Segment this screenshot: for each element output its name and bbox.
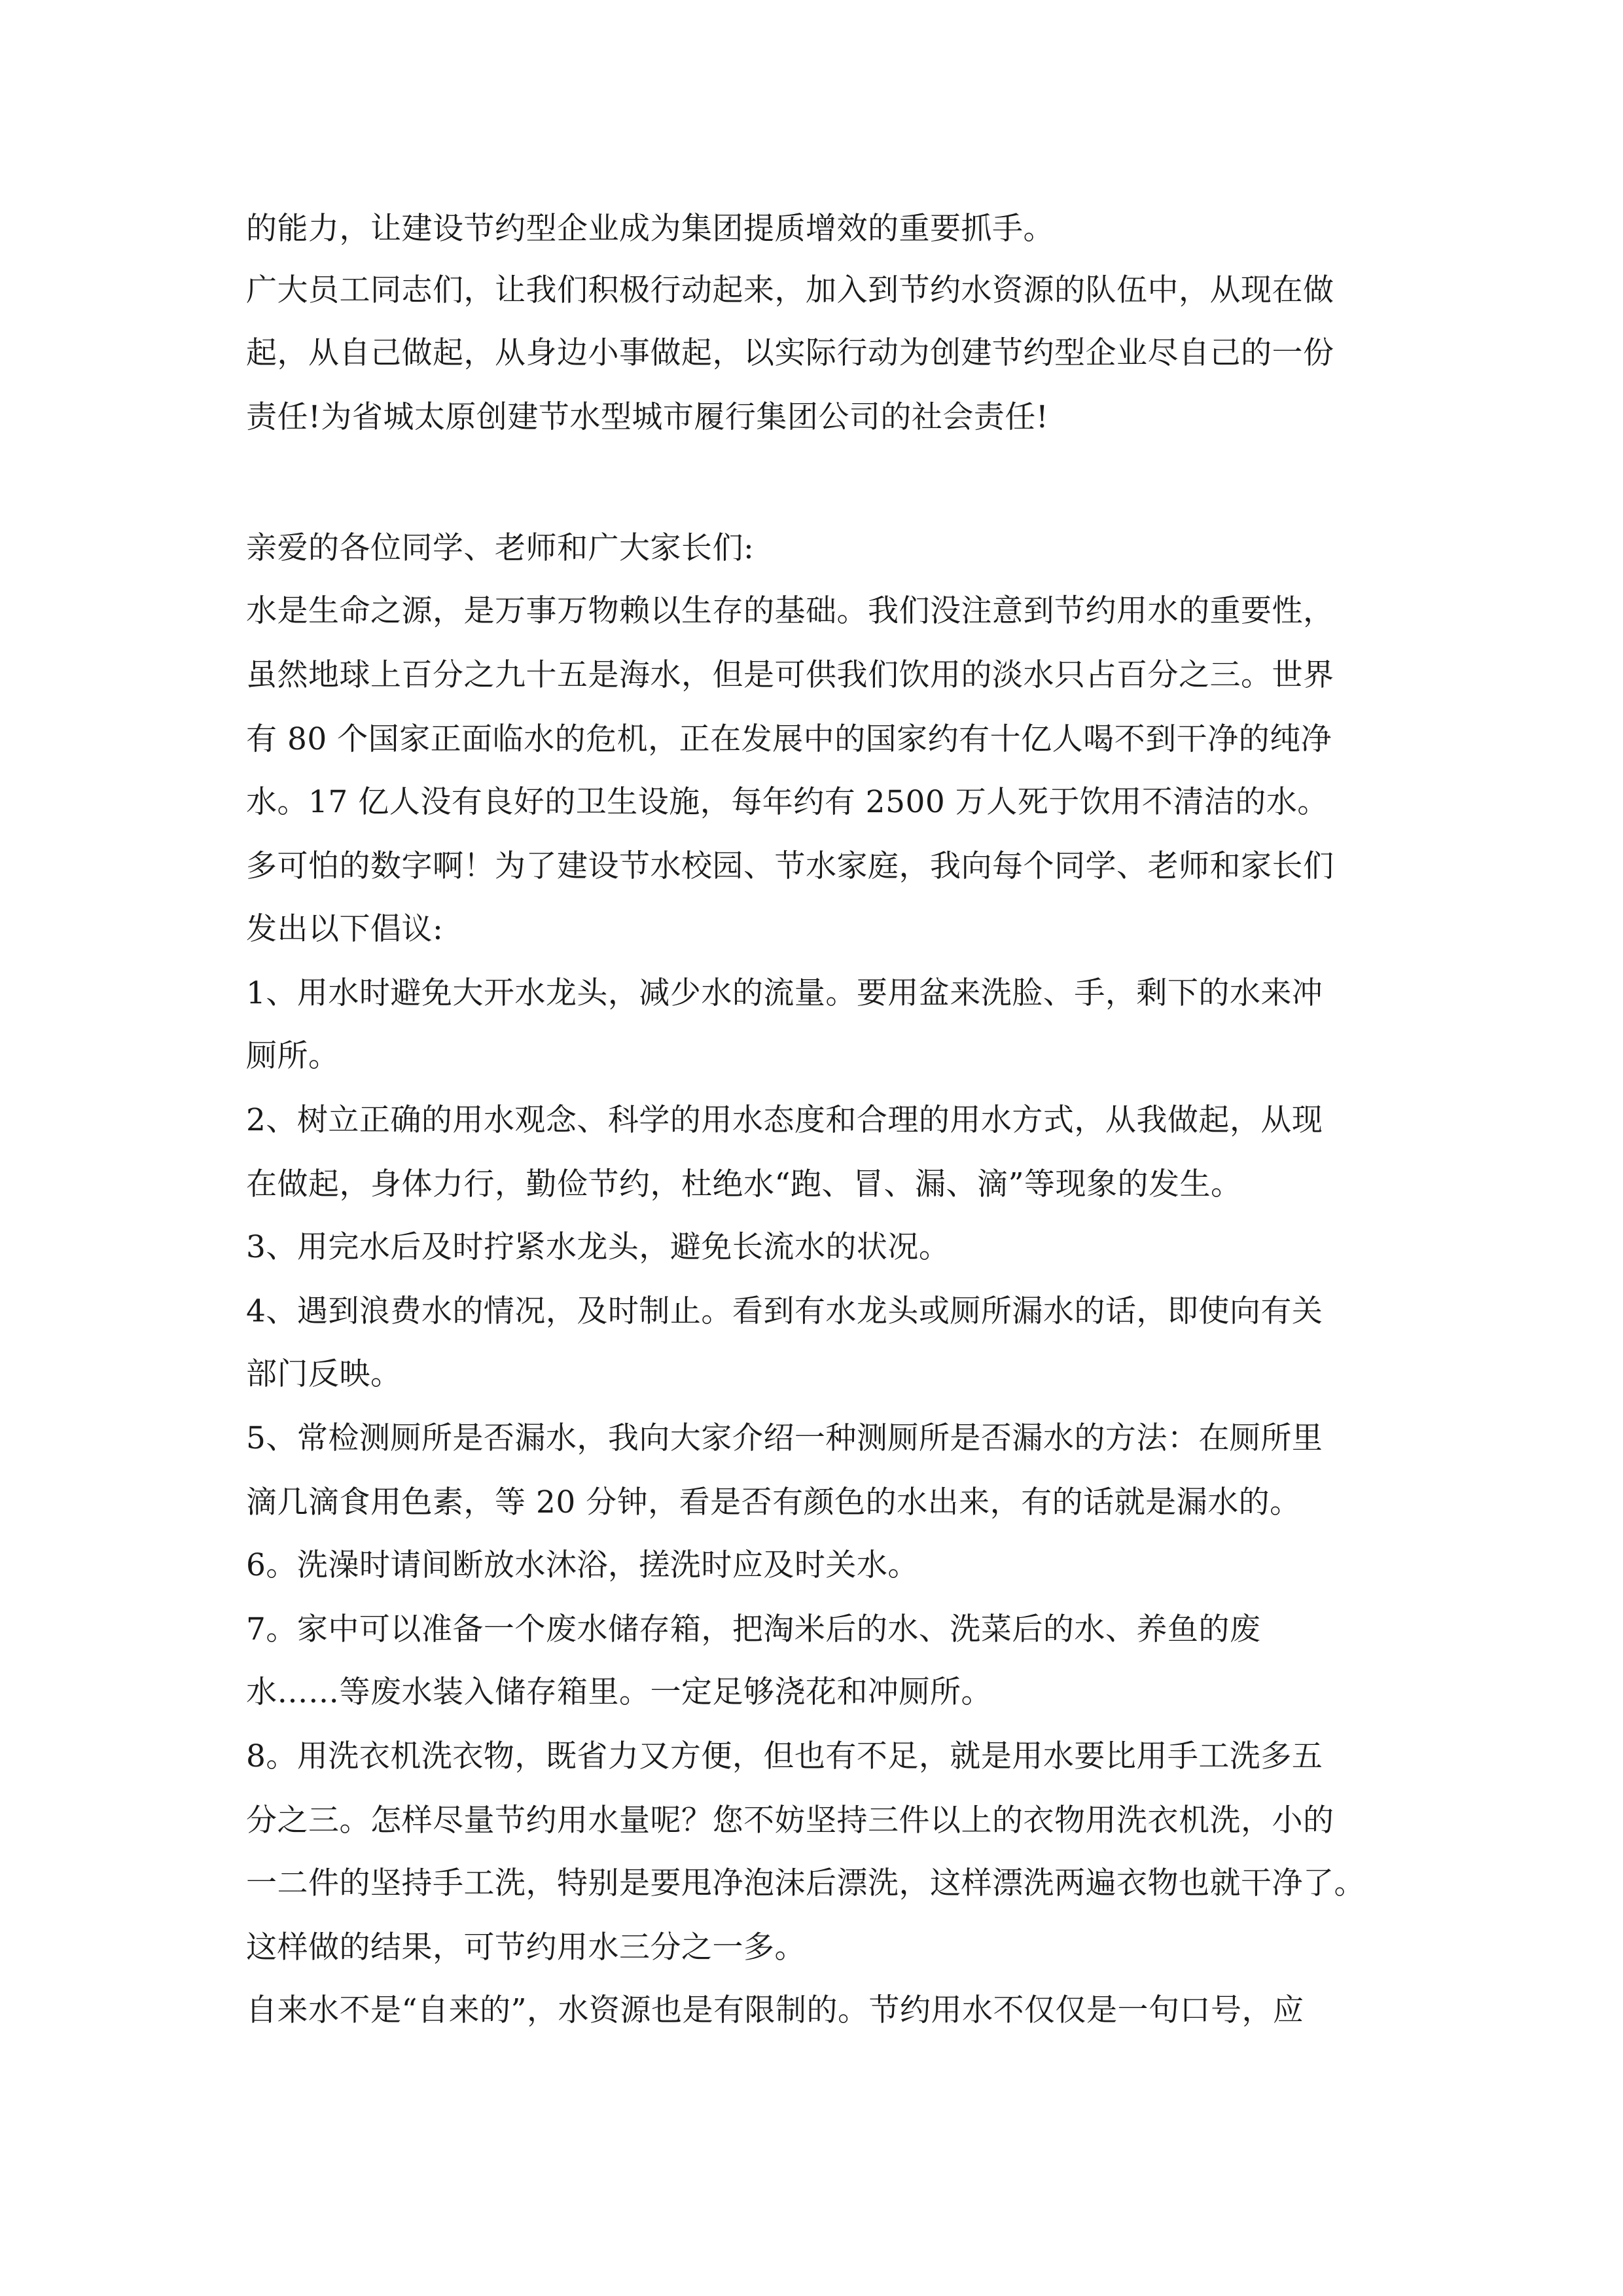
text-line-1: 的能力，让建设节约型企业成为集团提质增效的重要抓手。 — [246, 211, 1054, 247]
text-line-28: 自来水不是“自来的”，水资源也是有限制的。节约用水不仅仅是一句口号，应 — [246, 1992, 1304, 2028]
text-line-27: 这样做的结果，可节约用水三分之一多。 — [246, 1929, 806, 1965]
text-line-15: 在做起，身体力行，勤俭节约，杜绝水“跑、冒、漏、滴”等现象的发生。 — [246, 1166, 1242, 1202]
text-line-16: 3、用完水后及时拧紧水龙头，避免长流水的状况。 — [246, 1229, 950, 1265]
text-line-20: 滴几滴食用色素，等 20 分钟，看是否有颜色的水出来，有的话就是漏水的。 — [246, 1484, 1301, 1520]
text-line-3: 起，从自己做起，从身边小事做起，以实际行动为创建节约型企业尽自己的一份 — [246, 335, 1334, 371]
text-line-13: 厕所。 — [246, 1038, 340, 1074]
text-line-2: 广大员工同志们，让我们积极行动起来，加入到节约水资源的队伍中，从现在做 — [246, 272, 1334, 308]
text-line-6: 水是生命之源，是万事万物赖以生存的基础。我们没注意到节约用水的重要性， — [246, 593, 1334, 629]
text-line-17: 4、遇到浪费水的情况，及时制止。看到有水龙头或厕所漏水的话，即使向有关 — [246, 1293, 1323, 1329]
text-line-19: 5、常检测厕所是否漏水，我向大家介绍一种测厕所是否漏水的方法：在厕所里 — [246, 1420, 1323, 1456]
text-line-11: 发出以下倡议: — [246, 911, 444, 947]
text-line-21: 6。洗澡时请间断放水沐浴，搓洗时应及时关水。 — [246, 1547, 919, 1583]
text-line-26: 一二件的坚持手工洗，特别是要甩净泡沫后漂洗，这样漂洗两遍衣物也就干净了。 — [246, 1865, 1365, 1901]
text-line-9: 水。17 亿人没有良好的卫生设施，每年约有 2500 万人死于饮用不清洁的水。 — [246, 784, 1329, 820]
text-line-5: 亲爱的各位同学、老师和广大家长们: — [246, 530, 755, 566]
text-line-8: 有 80 个国家正面临水的危机，正在发展中的国家约有十亿人喝不到干净的纯净 — [246, 721, 1332, 757]
text-line-24: 8。用洗衣机洗衣物，既省力又方便，但也有不足，就是用水要比用手工洗多五 — [246, 1738, 1323, 1774]
text-line-25: 分之三。怎样尽量节约用水量呢？您不妨坚持三件以上的衣物用洗衣机洗，小的 — [246, 1803, 1334, 1839]
text-line-12: 1、用水时避免大开水龙头，减少水的流量。要用盆来洗脸、手，剩下的水来冲 — [246, 975, 1323, 1011]
text-line-4: 责任!为省城太原创建节水型城市履行集团公司的社会责任! — [246, 399, 1049, 435]
text-line-7: 虽然地球上百分之九十五是海水，但是可供我们饮用的淡水只占百分之三。世界 — [246, 657, 1334, 693]
text-line-18: 部门反映。 — [246, 1356, 402, 1392]
text-line-22: 7。家中可以准备一个废水储存箱，把淘米后的水、洗菜后的水、养鱼的废 — [246, 1611, 1261, 1647]
text-line-23: 水……等废水装入储存箱里。一定足够浇花和冲厕所。 — [246, 1674, 992, 1710]
text-line-10: 多可怕的数字啊！为了建设节水校园、节水家庭，我向每个同学、老师和家长们 — [246, 848, 1334, 884]
text-line-14: 2、树立正确的用水观念、科学的用水态度和合理的用水方式，从我做起，从现 — [246, 1102, 1323, 1138]
